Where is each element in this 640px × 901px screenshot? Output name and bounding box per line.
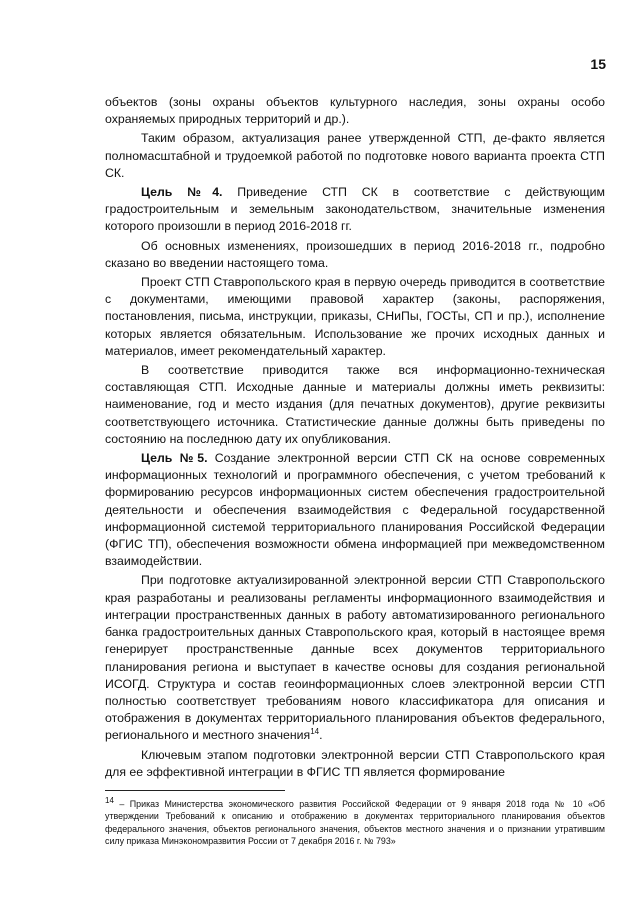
- page-number: 15: [590, 56, 606, 72]
- paragraph-5: Проект СТП Ставропольского края в первую очередь приводится в соответствие с документами, имеющими правовой характер (законы, распоряжения, постановления, письма, инструкции, приказы, СНиПы, ГОСТы, СП и пр.), исполнение которых является обязательным. Использование же прочих исходных данных и материалов, имеет рекомендательный характер.: [105, 275, 605, 358]
- footnote-divider: [105, 790, 285, 791]
- paragraph-goal-5: [105, 450, 605, 570]
- paragraph-8: [105, 572, 605, 744]
- goal-4-label: Цель №4.: [141, 185, 223, 200]
- footnote: [105, 798, 605, 848]
- footnote-mark: 14: [105, 796, 114, 806]
- paragraph-6: В соответствие приводится также вся информационно-техническая составляющая СТП. Исходные данные и материалы должны иметь реквизиты: наименование, год и место издания (для печатных документов), другие реквизиты соответствующего источника. Статистические данные должны быть приведены по состоянию на последнюю дату их опубликования.: [105, 363, 605, 446]
- paragraph-2: Таким образом, актуализация ранее утвержденной СТП, де-факто является полномасштабной и трудоемкой работой по подготовке нового варианта проекта СТП СК.: [105, 131, 605, 180]
- paragraph-goal-4: [105, 184, 605, 236]
- paragraph-8-end: .: [319, 728, 323, 743]
- goal-5-text: Создание электронной версии СТП СК на основе современных информационных технологий и программного обеспечения, с учетом требований к формированию ресурсов информационных систем обеспечения градостроительной деятельности и обеспечения взаимодействия с Федеральной государственной информационной системой территориального планирования Российской Федерации (ФГИС ТП), обеспечения возможности обмена информацией при межведомственном взаимодействии.: [105, 451, 605, 569]
- document-body: [105, 94, 605, 783]
- paragraph-8-text: При подготовке актуализированной электронной версии СТП Ставропольского края разработаны и реализованы регламенты информационного взаимодействия и интеграции пространственных данных в работу автоматизированного регионального банка градостроительных данных Ставропольского края, который в настоящее время генерирует пространственные данные всех документов территориального планирования региона и выступает в качестве основы для создания региональной ИСОГД. Структура и состав геоинформационных слоев электронной версии СТП полностью соответствует требованиям нового классификатора для описания и отображения в документах территориального планирования объектов федерального, регионального и местного значения: [105, 573, 605, 743]
- paragraph-9: Ключевым этапом подготовки электронной версии СТП Ставропольского края для ее эффективной интеграции в ФГИС ТП является формирование: [105, 747, 605, 779]
- paragraph-4: Об основных изменениях, произошедших в период 2016-2018 гг., подробно сказано во введении настоящего тома.: [105, 238, 605, 270]
- paragraph-1: объектов (зоны охраны объектов культурного наследия, зоны охраны особо охраняемых природных территорий и др.).: [105, 95, 605, 127]
- footnote-ref[interactable]: 14: [310, 727, 320, 737]
- goal-4-text: Приведение СТП СК в соответствие с действующим градостроительным и земельным законодательством, значительные изменения которого произошли в период 2016-2018 гг.: [105, 185, 605, 234]
- footnote-text: – Приказ Министерства экономического развития Российской Федерации от 9 января 2018 года № 10 «Об утверждении Требований к описанию и отображению в документах территориального планирования объектов федерального значения, объектов регионального значения, объектов местного значения и о признании утратившим силу приказа Минэкономразвития России от 7 декабря 2016 г. № 793»: [105, 799, 605, 847]
- goal-5-label: Цель №5.: [141, 451, 208, 466]
